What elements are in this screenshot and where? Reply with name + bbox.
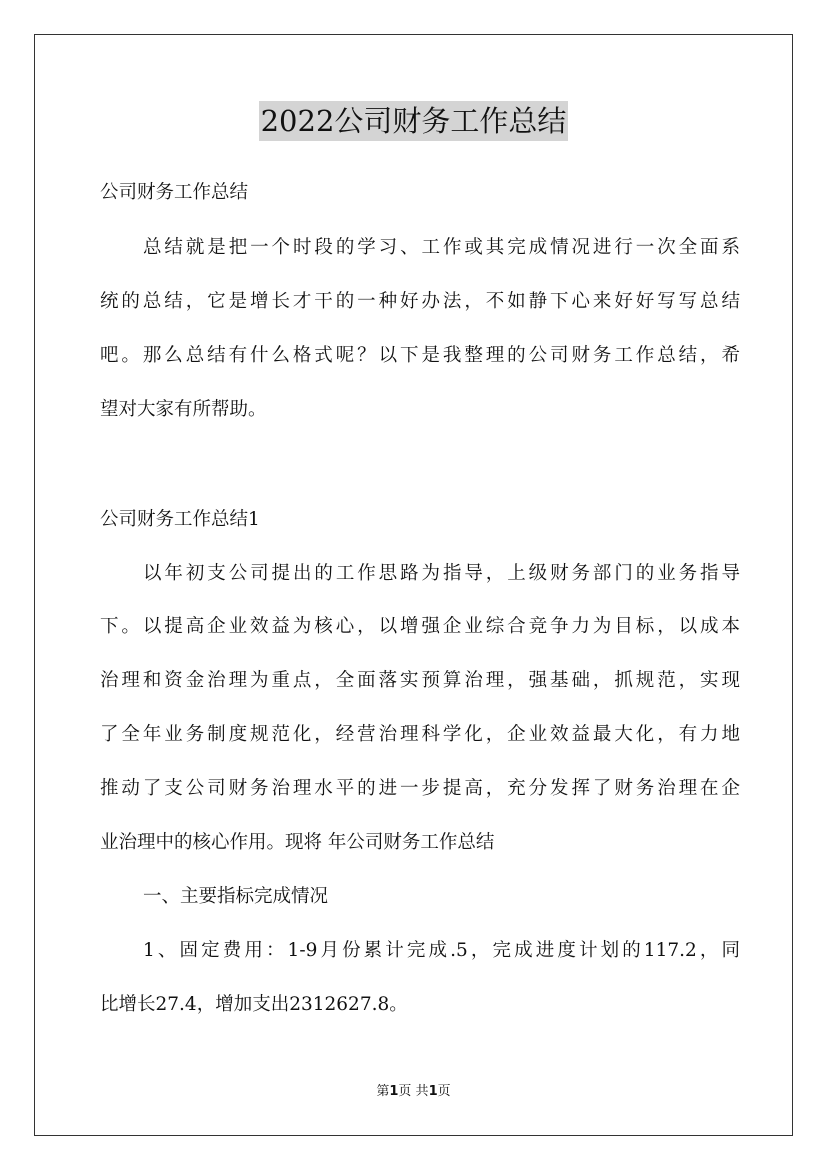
item-heading: 一、主要指标完成情况 xyxy=(143,886,329,907)
intro-line: 统的总结，它是增长才干的一种好办法，不如静下心来好好写写总结 xyxy=(100,291,740,312)
footer-mid: 页 共 xyxy=(398,1084,429,1099)
footer-page-number: 1 xyxy=(389,1084,399,1099)
section-heading: 公司财务工作总结1 xyxy=(100,509,260,530)
footer-prefix: 第 xyxy=(376,1084,390,1099)
section-line: 了全年业务制度规范化，经营治理科学化，企业效益最大化，有力地 xyxy=(100,724,740,745)
section-line: 推动了支公司财务治理水平的进一步提高，充分发挥了财务治理在企 xyxy=(100,778,740,799)
intro-line: 总结就是把一个时段的学习、工作或其完成情况进行一次全面系 xyxy=(143,237,740,258)
item-line: 比增长27.4，增加支出2312627.8。 xyxy=(100,994,408,1015)
item-line: 1、固定费用：1-9月份累计完成.5，完成进度计划的117.2，同 xyxy=(143,940,740,961)
document-title: 2022公司财务工作总结 xyxy=(259,101,569,141)
page-footer xyxy=(0,1083,827,1101)
section-line: 业治理中的核心作用。现将 年公司财务工作总结 xyxy=(100,832,495,853)
section-line: 治理和资金治理为重点，全面落实预算治理，强基础，抓规范，实现 xyxy=(100,670,740,691)
section-line: 下。以提高企业效益为核心，以增强企业综合竞争力为目标，以成本 xyxy=(100,616,740,637)
intro-line: 望对大家有所帮助。 xyxy=(100,399,267,420)
title-container xyxy=(0,101,827,141)
intro-line: 吧。那么总结有什么格式呢？以下是我整理的公司财务工作总结，希 xyxy=(100,345,740,366)
footer-suffix: 页 xyxy=(437,1084,451,1099)
document-subtitle: 公司财务工作总结 xyxy=(100,182,249,203)
footer-page-total: 1 xyxy=(428,1084,438,1099)
section-line: 以年初支公司提出的工作思路为指导，上级财务部门的业务指导 xyxy=(143,563,740,584)
